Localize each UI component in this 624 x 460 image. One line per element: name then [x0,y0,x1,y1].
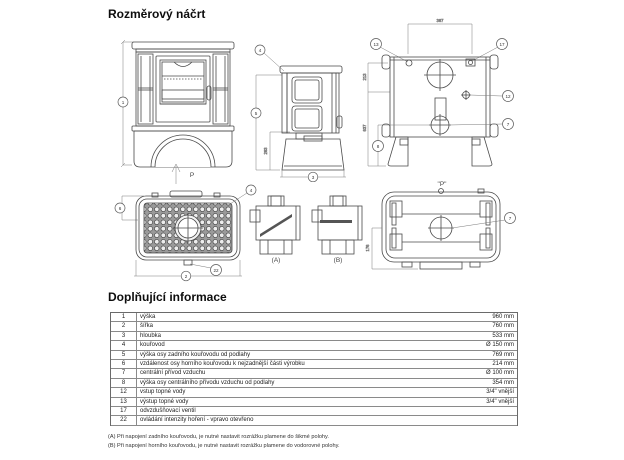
svg-text:213: 213 [362,73,367,81]
row-number: 13 [111,398,137,406]
row-number: 8 [111,379,137,387]
callout-1 [118,97,128,107]
section-b-drawing [312,196,362,254]
section-b-label: (B) [333,257,343,264]
svg-text:176: 176 [365,244,370,252]
callout-5 [251,108,261,118]
top-view-drawing [108,180,258,282]
svg-text:13: 13 [373,41,379,47]
svg-text:5: 5 [254,110,258,116]
callout-8 [373,125,432,166]
table-row [111,398,517,407]
table-row [111,322,517,331]
row-value: Ø 150 mm [485,342,514,349]
row-number: 1 [111,313,137,321]
dimension-367 [408,18,472,54]
bottom-view-drawing [358,176,520,278]
rear-view-drawing [356,16,520,174]
row-description: výška osy centrálního přívodu vzduchu od podlahy [140,379,275,386]
row-description: výška osy zadního kouřovodu od podlahy [140,351,251,358]
callout-2 [181,271,191,281]
row-value: 354 mm [492,379,514,386]
row-number: 4 [111,341,137,349]
direction-arrow-label: P [189,172,195,179]
row-description: odvzdušňovací ventil [140,407,196,414]
svg-text:12: 12 [505,93,511,99]
row-value: 533 mm [492,332,514,339]
side-view-drawing [246,30,364,182]
row-number: 22 [111,416,137,424]
table-row [111,407,517,416]
callout-6 [115,203,125,213]
callout-13 [371,39,409,63]
row-description: hloubka [140,332,162,339]
row-value: 769 mm [492,351,514,358]
svg-text:263: 263 [263,147,268,155]
row-number: 5 [111,351,137,359]
front-view-drawing [110,30,242,172]
row-number: 7 [111,369,137,377]
svg-text:4: 4 [258,47,262,53]
table-row [111,351,517,360]
callout-7-bottom [452,213,516,229]
callout-3 [308,172,318,182]
svg-text:7: 7 [508,215,512,221]
stove-side-outline [280,66,344,170]
stove-front-outline [132,42,234,167]
table-row [111,388,517,397]
callout-4 [255,45,284,71]
rear-flue-dimension-line [256,75,282,170]
row-description: výstup topné vody [140,398,189,405]
svg-text:6: 6 [118,205,122,211]
dimension-263 [263,132,290,170]
row-description: výška [140,314,156,320]
footnote-b: (B) Při napojení horního kouřovodu, je nutné nastavit rozrážku plamene do vodorovné polohy. [108,443,340,449]
stove-top-outline [136,191,240,265]
row-description: šířka [140,323,154,330]
table-row [111,332,517,341]
table-row [111,379,517,388]
row-number: 12 [111,388,137,396]
callout-12 [470,91,514,102]
stove-rear-outline [382,55,498,166]
row-description: ovládání intenzity hoření - vpravo otevřeno [140,417,254,424]
section-a-label: (A) [271,257,281,264]
row-number: 2 [111,322,137,330]
table-row [111,416,517,425]
row-description: vzdálenost osy horního kouřovodu k nejzadnější části výrobku [140,360,305,367]
table-row [111,313,517,322]
stove-bottom-outline [382,189,500,270]
svg-text:22: 22 [213,267,219,273]
callout-7 [449,119,514,130]
svg-text:7: 7 [506,121,510,127]
bottom-view-label: "P" [437,181,447,188]
row-value: 3/4" vnější [486,398,514,405]
row-description: centrální přívod vzduchu [140,370,206,377]
section-a-drawing [250,196,300,254]
svg-text:8: 8 [376,143,380,149]
row-value: Ø 100 mm [485,370,514,377]
svg-text:17: 17 [499,41,505,47]
row-value: 760 mm [492,323,514,330]
table-row [111,341,517,350]
footnotes [108,433,340,451]
svg-text:2: 2 [184,273,188,279]
footnote-a: (A) Při napojení zadního kouřovodu, je nutné nastavit rozrážku plamene do šikmé polohy. [108,434,329,440]
svg-text:4: 4 [249,187,253,193]
row-value: 960 mm [492,314,514,320]
row-value: 3/4" vnější [486,389,514,396]
table-row [111,369,517,378]
svg-text:3: 3 [311,174,315,180]
callout-22 [190,264,222,276]
table-row [111,360,517,369]
page-title: Rozměrový náčrt [108,7,206,21]
info-heading: Doplňující informace [108,290,227,304]
info-table [110,312,518,426]
row-number: 17 [111,407,137,415]
svg-text:637: 637 [362,124,367,132]
svg-text:367: 367 [436,18,444,23]
section-drawings [246,192,366,264]
row-description: vstup topné vody [140,389,186,396]
row-description: kouřovod [140,342,165,349]
svg-text:1: 1 [121,99,125,105]
row-value: 214 mm [492,360,514,367]
row-number: 6 [111,360,137,368]
row-number: 3 [111,332,137,340]
row-value [514,407,517,415]
row-value [514,416,517,424]
